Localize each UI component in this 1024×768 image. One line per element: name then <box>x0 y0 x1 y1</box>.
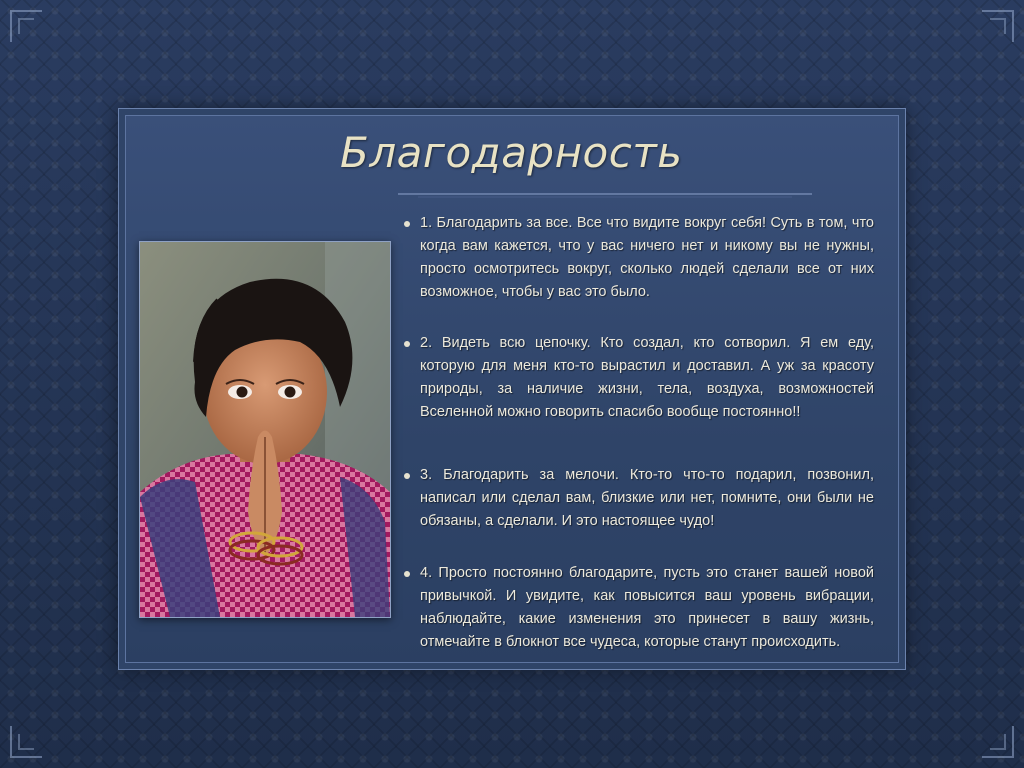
child-photo-illustration <box>140 242 390 617</box>
point-text: 2. Видеть всю цепочку. Кто создал, кто сотворил. Я ем еду, которую для меня кто-то вырастил и доставил. А уж за красоту природы, за наличие жизни, тела, воздуха, возможностей Вселенной можно говорить спасибо вообще постоянно!! <box>420 335 874 420</box>
point-text: 4. Просто постоянно благодарите, пусть это станет вашей новой привычкой. И увидите, как повысится ваш уровень вибрации, наблюдайте, какие изменения это принесет в вашу жизнь, отмечайте в блокнот все чудеса, которые станут происходить. <box>420 565 874 650</box>
list-item <box>404 464 874 562</box>
frame-corner-ornament <box>982 726 1014 758</box>
list-item <box>404 562 874 682</box>
bullet-dot-icon <box>404 571 410 577</box>
frame-corner-ornament <box>10 10 42 42</box>
bullet-dot-icon <box>404 221 410 227</box>
list-item <box>404 332 874 464</box>
frame-corner-ornament <box>982 10 1014 42</box>
frame-corner-ornament <box>10 726 42 758</box>
gratitude-points-list <box>404 212 874 682</box>
slide-title: Благодарность <box>340 128 683 177</box>
child-photo <box>139 241 391 618</box>
bullet-dot-icon <box>404 341 410 347</box>
title-divider <box>398 190 812 198</box>
list-item <box>404 212 874 332</box>
point-text: 3. Благодарить за мелочи. Кто-то что-то подарил, позвонил, написал или сделал вам, близкие или нет, помните, они были не обязаны, а сделали. И это настоящее чудо! <box>420 467 874 529</box>
point-text: 1. Благодарить за все. Все что видите вокруг себя! Суть в том, что когда вам кажется, что у вас ничего нет и никому вы не нужны, просто осмотритесь вокруг, сколько людей сделали все от них возможное, чтобы у вас это было. <box>420 215 874 300</box>
bullet-dot-icon <box>404 473 410 479</box>
